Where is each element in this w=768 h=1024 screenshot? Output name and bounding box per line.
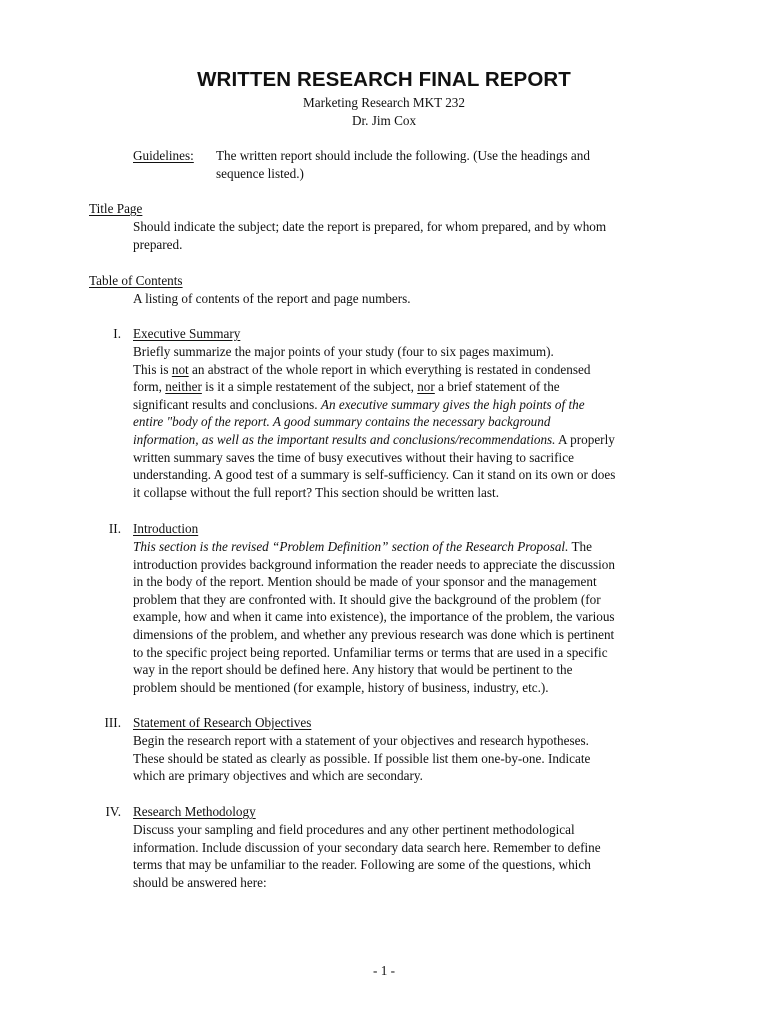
body-line: to the specific project being reported. Unfamiliar terms or terms that are used in a specific [133,644,608,660]
guidelines-line: sequence listed.) [216,165,304,181]
toc-heading: Table of Contents [89,273,183,288]
body-line: in the body of the report. Mention should be made of your sponsor and the management [133,574,597,590]
body-line: This section is the revised “Problem Definition” section of the Research Proposal. The [133,539,592,554]
body-line: dimensions of the problem, and whether any previous research was done which is pertinent [133,626,615,642]
section-numeral: I. [113,326,121,341]
methodology-text [133,821,693,891]
document-title: WRITTEN RESEARCH FINAL REPORT [197,68,571,91]
section-numeral: IV. [105,804,121,819]
guidelines-label: Guidelines: [133,148,194,163]
methodology-heading: Research Methodology [133,804,256,819]
body-line: example, how and when it came into existence), the importance of the problem, the various [133,609,615,625]
body-line: significant results and conclusions. An executive summary gives the high points of the [133,396,585,412]
body-line: it collapse without the full report? This section should be written last. [133,484,500,500]
body-line: problem should be mentioned (for example, history of business, industry, etc.). [133,679,549,695]
introduction-heading: Introduction [133,521,199,536]
body-line: should be answered here: [133,874,267,890]
body-line: written summary saves the time of busy executives without their having to sacrifice [133,449,574,465]
section-numeral: II. [108,521,121,536]
body-line: entire "body of the report. A good summary contains the necessary background [133,414,551,430]
section-numeral: III. [104,715,121,730]
body-line: way in the report should be defined here. Any history that would be pertinent to the [133,662,573,678]
body-line: These should be stated as clearly as possible. If possible list them one-by-one. Indicate [133,750,591,766]
introduction-text [133,538,693,696]
body-line: Briefly summarize the major points of your study (four to six pages maximum). [133,344,554,359]
course-name: Marketing Research MKT 232 [303,95,465,110]
page-number: - 1 - [373,963,395,978]
body-line: Should indicate the subject; date the report is prepared, for whom prepared, and by whom [133,219,607,234]
instructor-name: Dr. Jim Cox [351,113,417,128]
title-page-text [133,218,693,253]
toc-text [133,290,693,308]
body-line: terms that may be unfamiliar to the reader. Following are some of the questions, which [133,857,591,873]
body-line: A listing of contents of the report and page numbers. [133,291,411,306]
objectives-text [133,732,693,785]
guidelines-text [216,147,676,182]
body-line: Discuss your sampling and field procedures and any other pertinent methodological [133,822,575,837]
body-line: understanding. A good test of a summary is self-sufficiency. Can it stand on its own or does [133,467,616,483]
guidelines-line: The written report should include the following. (Use the headings and [216,148,590,163]
executive-summary-heading: Executive Summary [133,326,241,341]
executive-summary-text [133,343,693,501]
body-line: prepared. [133,236,183,252]
body-line: Begin the research report with a statement of your objectives and research hypotheses. [133,733,589,748]
body-line: problem that they are confronted with. It should give the background of the problem (for [133,591,601,607]
body-line: This is not an abstract of the whole report in which everything is restated in condensed [133,361,591,377]
objectives-heading: Statement of Research Objectives [133,715,312,730]
body-line: information, as well as the important results and conclusions/recommendations. A properly [133,431,615,447]
body-line: which are primary objectives and which are secondary. [133,768,423,784]
title-page-heading: Title Page [89,201,143,216]
body-line: form, neither is it a simple restatement of the subject, nor a brief statement of the [133,379,560,395]
body-line: information. Include discussion of your secondary data search here. Remember to define [133,839,601,855]
body-line: introduction provides background information the reader needs to appreciate the discussion [133,556,615,572]
